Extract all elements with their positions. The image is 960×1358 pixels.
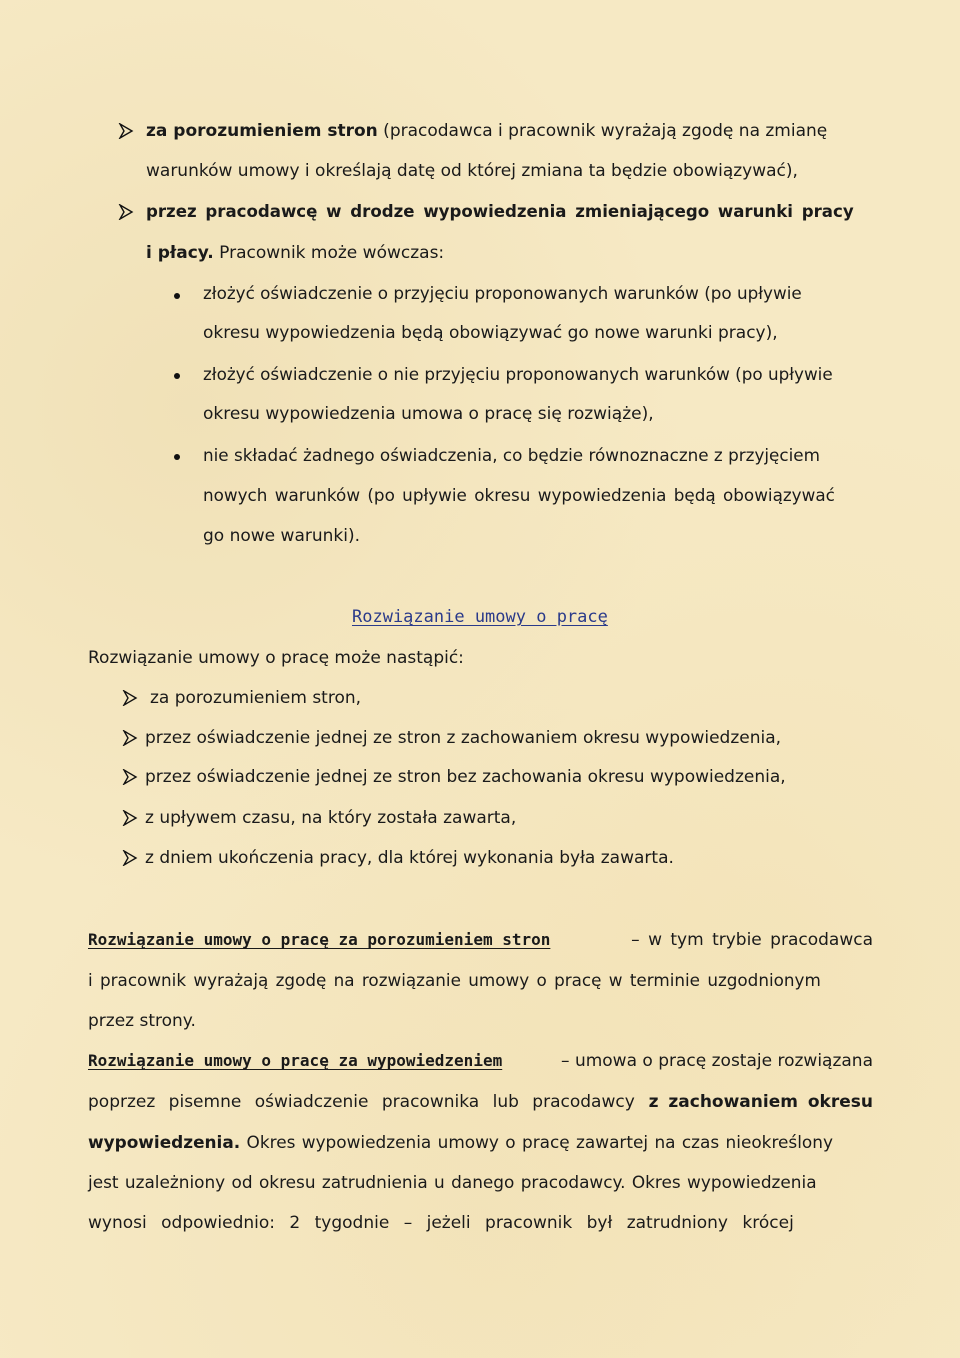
item-text: Pracownik może wówczas:	[213, 243, 445, 263]
bullet-dot-icon	[174, 373, 180, 379]
paragraph-text: poprzez pisemne oświadczenie pracownika lub pracodawcy	[88, 1092, 635, 1112]
bullet-line: złożyć oświadczenie o przyjęciu proponowanych warunków (po upływie	[203, 283, 802, 303]
item-term: i płacy.	[146, 243, 214, 263]
list-item: przez oświadczenie jednej ze stron z zachowaniem okresu wypowiedzenia,	[145, 728, 782, 748]
item-term: za porozumieniem stron	[146, 121, 378, 141]
section-intro: Rozwiązanie umowy o pracę może nastąpić:	[88, 648, 464, 668]
list-item: przez oświadczenie jednej ze stron bez zachowania okresu wypowiedzenia,	[145, 767, 786, 787]
list-item	[146, 120, 873, 142]
paragraph-line: i pracownik wyrażają zgodę na rozwiązanie umowy o pracę w terminie uzgodnionym	[88, 970, 821, 990]
arrow-bullet-icon	[122, 850, 138, 866]
paragraph-term: wypowiedzenia.	[88, 1132, 241, 1152]
bullet-line: nie składać żadnego oświadczenia, co będzie równoznaczne z przyjęciem	[203, 445, 820, 465]
paragraph-text: – umowa o pracę zostaje rozwiązana	[561, 1051, 873, 1071]
paragraph-term: Rozwiązanie umowy o pracę za porozumieniem stron	[88, 930, 551, 949]
arrow-bullet-icon	[122, 690, 138, 706]
paragraph-text: Okres wypowiedzenia umowy o pracę zawartej na czas nieokreślony	[240, 1132, 833, 1152]
paragraph-term: Rozwiązanie umowy o pracę za wypowiedzeniem	[88, 1051, 503, 1070]
paragraph-term: z zachowaniem okresu	[648, 1092, 873, 1112]
bullet-line: go nowe warunki).	[203, 526, 361, 546]
list-item: z dniem ukończenia pracy, dla której wykonania była zawarta.	[145, 848, 674, 868]
list-item: za porozumieniem stron,	[150, 688, 362, 708]
paragraph-line: przez strony.	[88, 1011, 196, 1031]
paragraph-text: – w tym trybie pracodawca	[631, 930, 873, 950]
paragraph-line: wynosi odpowiednio: 2 tygodnie – jeżeli pracownik był zatrudniony krócej	[88, 1213, 794, 1233]
bullet-line: okresu wypowiedzenia umowa o pracę się rozwiąże),	[203, 404, 654, 424]
section-heading: Rozwiązanie umowy o pracę	[352, 607, 608, 627]
item-text-line: warunków umowy i określają datę od której zmiana ta będzie obowiązywać),	[146, 161, 798, 181]
bullet-dot-icon	[174, 454, 180, 460]
arrow-bullet-icon	[118, 123, 134, 139]
bullet-dot-icon	[174, 293, 180, 299]
paragraph-line	[88, 929, 873, 951]
item-text: (pracodawca i pracownik wyrażają zgodę na zmianę	[377, 121, 828, 141]
arrow-bullet-icon	[122, 810, 138, 826]
arrow-bullet-icon	[122, 730, 138, 746]
list-item: z upływem czasu, na który została zawarta,	[145, 808, 517, 828]
paragraph-line	[88, 1091, 873, 1113]
paragraph-line	[88, 1050, 873, 1072]
bullet-line: okresu wypowiedzenia będą obowiązywać go nowe warunki pracy),	[203, 323, 778, 343]
bullet-line: nowych warunków (po upływie okresu wypowiedzenia będą obowiązywać	[203, 485, 835, 505]
list-item	[146, 242, 444, 264]
paragraph-line	[88, 1131, 833, 1153]
paragraph-line: jest uzależniony od okresu zatrudnienia u danego pracodawcy. Okres wypowiedzenia	[88, 1172, 817, 1192]
arrow-bullet-icon	[118, 204, 134, 220]
item-term: przez pracodawcę w drodze wypowiedzenia zmieniającego warunki pracy	[146, 202, 854, 221]
bullet-line: złożyć oświadczenie o nie przyjęciu proponowanych warunków (po upływie	[203, 364, 833, 384]
arrow-bullet-icon	[122, 769, 138, 785]
